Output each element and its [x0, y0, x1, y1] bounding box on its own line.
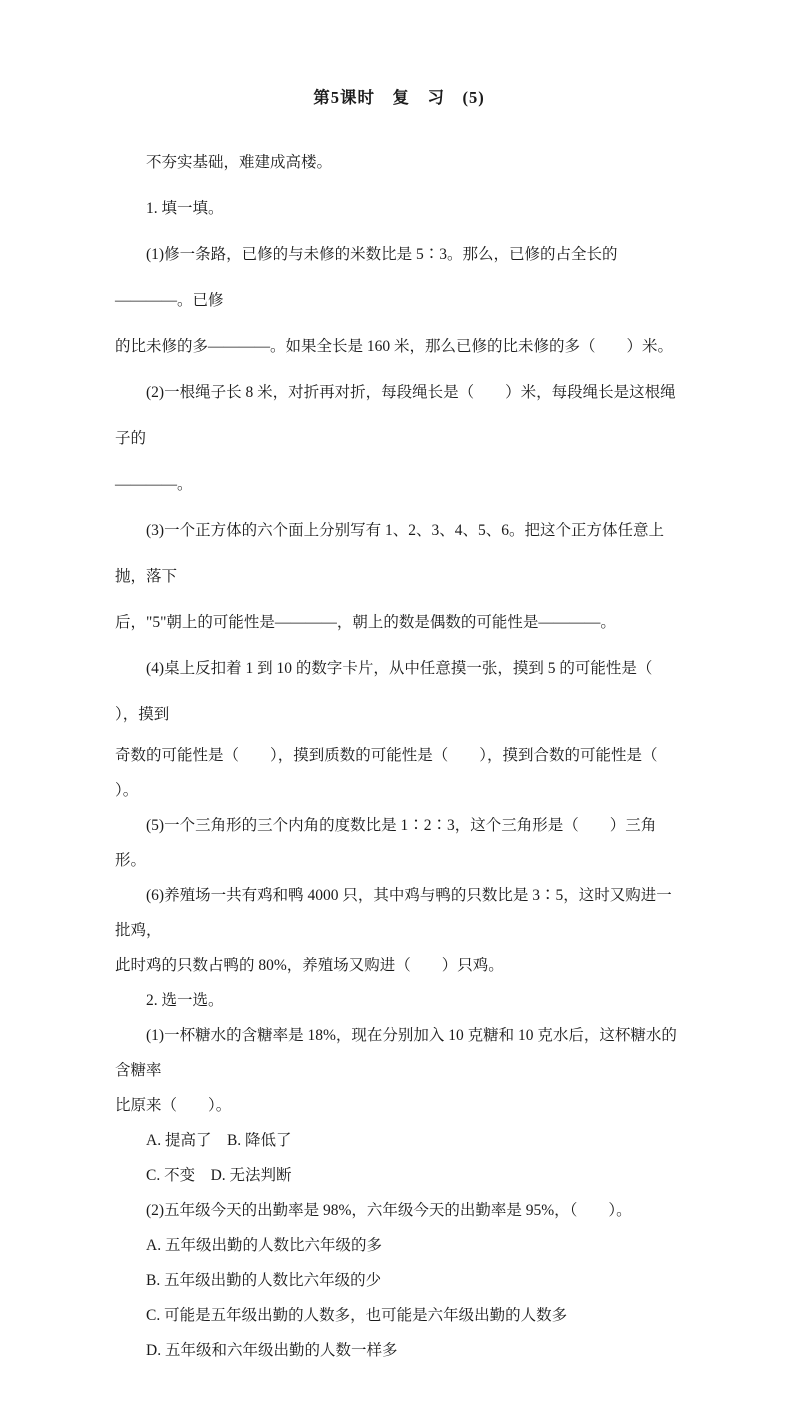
q2-item1-line1: (1)一杯糖水的含糖率是 18%，现在分别加入 10 克糖和 10 克水后，这杯糖水的含糖率: [115, 1027, 677, 1079]
q2-item1-options-ab: A. 提高了 B. 降低了: [146, 1132, 292, 1149]
q1-item6-line1: (6)养殖场一共有鸡和鸭 4000 只，其中鸡与鸭的只数比是 3∶5，这时又购进一批鸡，: [115, 887, 672, 939]
q1-item6-line2: 此时鸡的只数占鸭的 80%，养殖场又购进（ ）只鸡。: [115, 957, 504, 974]
q2-heading: 2. 选一选。: [146, 992, 224, 1009]
q2-item2-option-a: A. 五年级出勤的人数比六年级的多: [146, 1237, 382, 1254]
q2-item2-option-b: B. 五年级出勤的人数比六年级的少: [146, 1272, 382, 1289]
q1-heading: 1. 填一填。: [146, 200, 224, 217]
q1-item3-line1: (3)一个正方体的六个面上分别写有 1、2、3、4、5、6。把这个正方体任意上抛，落下: [115, 522, 664, 585]
q2-item2-line1: (2)五年级今天的出勤率是 98%，六年级今天的出勤率是 95%，（ ）。: [146, 1202, 632, 1219]
q2-item2-option-d: D. 五年级和六年级出勤的人数一样多: [146, 1342, 398, 1359]
q2-item1-line2: 比原来（ ）。: [115, 1097, 232, 1114]
q1-item1-line1: (1)修一条路，已修的与未修的米数比是 5∶3。那么，已修的占全长的————。已修: [115, 246, 618, 309]
q1-item2-line2: ————。: [115, 476, 193, 493]
q1-item4-line2: 奇数的可能性是（ ），摸到质数的可能性是（ ），摸到合数的可能性是（ ）。: [115, 747, 689, 799]
q1-item4-line1: (4)桌上反扣着 1 到 10 的数字卡片，从中任意摸一张，摸到 5 的可能性是（ ），摸到: [115, 660, 684, 723]
page-title: 第5课时 复 习 (5): [313, 88, 485, 107]
intro-motto: 不夯实基础，难建成高楼。: [146, 154, 333, 171]
q1-item1-line2: 的比未修的多————。如果全长是 160 米，那么已修的比未修的多（ ）米。: [115, 338, 674, 355]
q2-item1-options-cd: C. 不变 D. 无法判断: [146, 1167, 292, 1184]
q1-item3-line2: 后，"5"朝上的可能性是————，朝上的数是偶数的可能性是————。: [115, 614, 616, 631]
q1-item5-line1: (5)一个三角形的三个内角的度数比是 1∶2∶3，这个三角形是（ ）三角形。: [115, 817, 657, 869]
q1-item2-line1: (2)一根绳子长 8 米，对折再对折，每段绳长是（ ）米，每段绳长是这根绳子的: [115, 384, 676, 447]
q2-item2-option-c: C. 可能是五年级出勤的人数多，也可能是六年级出勤的人数多: [146, 1307, 568, 1324]
